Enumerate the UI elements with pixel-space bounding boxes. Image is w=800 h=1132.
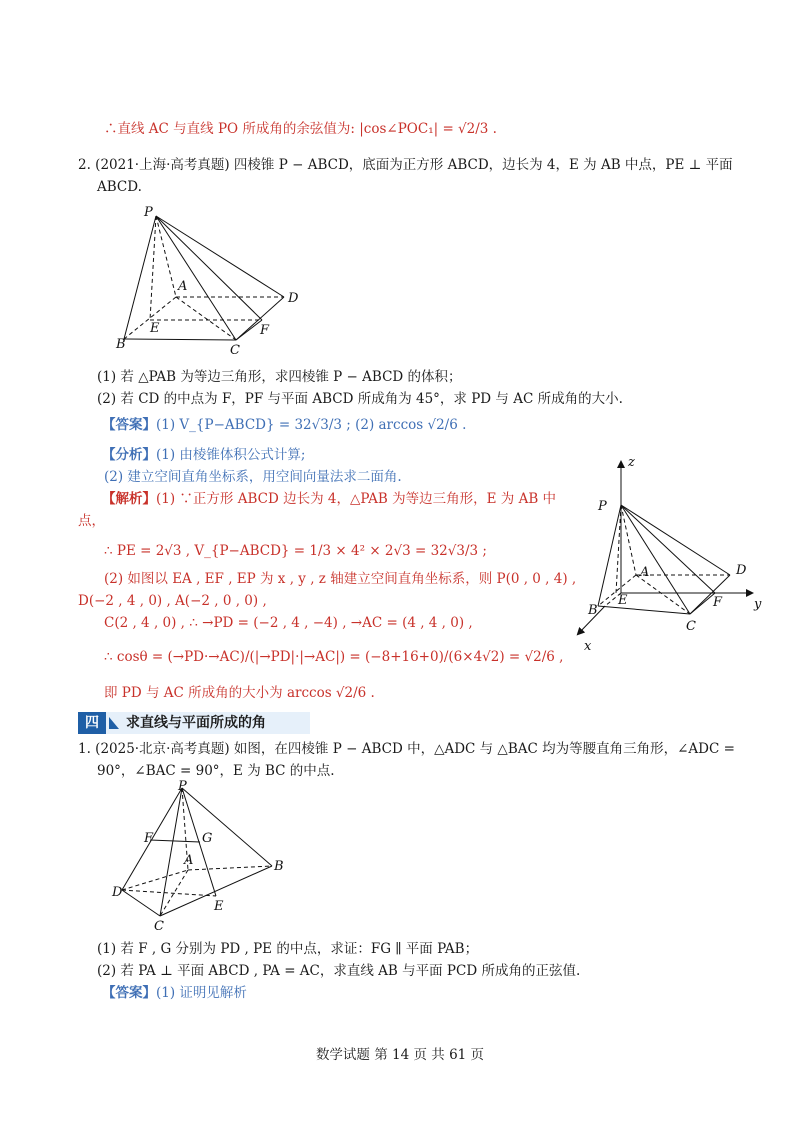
- chevron-right-icon: [108, 716, 120, 730]
- label-A-3: A: [184, 853, 194, 868]
- label-C-2: C: [686, 619, 696, 634]
- label-C: C: [230, 343, 240, 357]
- solution-line-5: D(−2 , 4 , 0) , A(−2 , 0 , 0) ,: [78, 593, 267, 609]
- analysis-line-1: (1) 由棱锥体积公式计算;: [156, 447, 306, 463]
- solution-line-2: 点，: [78, 513, 105, 529]
- problem-2-answer: [102, 416, 466, 434]
- label-B-3: B: [274, 859, 284, 874]
- answer-text-3: (1) 证明见解析: [156, 985, 247, 1001]
- solution-label: 【解析】: [102, 491, 156, 507]
- answer-label-3: 【答案】: [102, 985, 156, 1001]
- solution-line-7: ∴ cosθ = (→PD·→AC)/(|→PD|·|→AC|) = (−8+16+0)/(6×4√2) = √2/6 ,: [104, 649, 564, 665]
- answer-label: 【答案】: [102, 417, 156, 433]
- previous-conclusion: ∴直线 AC 与直线 PO 所成角的余弦值为: |cos∠POC₁| = √2/3 .: [104, 121, 497, 137]
- pyramid-figure-1: [110, 202, 310, 357]
- label-F-3: F: [144, 831, 154, 846]
- answer-text: (1) V_{P−ABCD} = 32√3/3 ; (2) arccos √2/6 .: [156, 417, 467, 433]
- axis-label-y: y: [754, 597, 762, 612]
- analysis-line-2: (2) 建立空间直角坐标系，用空间向量法求二面角.: [104, 469, 402, 485]
- label-P-3: P: [178, 780, 187, 794]
- problem-2-question-1: (1) 若 △PAB 为等边三角形，求四棱锥 P − ABCD 的体积；: [97, 369, 462, 385]
- pyramid-figure-3: [108, 780, 298, 930]
- label-D-2: D: [736, 563, 747, 578]
- coordinate-pyramid-figure: [570, 448, 770, 658]
- solution-line-8: 即 PD 与 AC 所成角的大小为 arccos √2/6 .: [104, 685, 375, 701]
- problem-2-question-2: (2) 若 CD 的中点为 F，PF 与平面 ABCD 所成角为 45°，求 PD 与 AC 所成角的大小.: [97, 391, 623, 407]
- label-D: D: [288, 291, 299, 306]
- problem-2-header-line2: ABCD.: [97, 179, 142, 195]
- analysis-label: 【分析】: [102, 447, 156, 463]
- label-B-2: B: [588, 603, 598, 618]
- axis-label-z: z: [628, 455, 635, 470]
- label-D-3: D: [112, 885, 123, 900]
- label-P: P: [144, 205, 153, 220]
- label-B: B: [116, 337, 126, 352]
- label-E-2: E: [618, 593, 628, 608]
- solution-line-3: ∴ PE = 2√3 , V_{P−ABCD} = 1/3 × 4² × 2√3 = 32√3/3 ;: [104, 543, 487, 559]
- problem-3-header-line2: 90°，∠BAC = 90°，E 为 BC 的中点.: [97, 763, 335, 779]
- solution-line-6: C(2 , 4 , 0) , ∴ →PD = (−2 , 4 , −4) , →AC = (4 , 4 , 0) ,: [104, 615, 473, 631]
- problem-2-solution-1: [102, 490, 556, 508]
- label-E-3: E: [214, 899, 224, 914]
- label-P-2: P: [598, 499, 607, 514]
- problem-3-answer: [102, 984, 247, 1002]
- solution-line-1: (1) ∵正方形 ABCD 边长为 4，△PAB 为等边三角形，E 为 AB 中: [156, 491, 557, 507]
- solution-line-4: (2) 如图以 EA , EF , EP 为 x , y , z 轴建立空间直角坐标系，则 P(0 , 0 , 4) ,: [104, 571, 577, 587]
- problem-3-header-line1: 1. (2025·北京·高考真题) 如图，在四棱锥 P − ABCD 中，△ADC 与 △BAC 均为等腰直角三角形，∠ADC =: [78, 741, 735, 757]
- label-F: F: [260, 323, 270, 338]
- label-C-3: C: [154, 919, 164, 930]
- section-number-badge: 四: [78, 712, 106, 734]
- problem-3-question-1: (1) 若 F , G 分别为 PD , PE 的中点，求证：FG ∥ 平面 PAB；: [97, 941, 479, 957]
- label-A: A: [178, 279, 188, 294]
- page-footer: 数学试题 第 14 页 共 61 页: [315, 1047, 485, 1063]
- problem-2-analysis-1: [102, 446, 305, 464]
- problem-2-header-line1: 2. (2021·上海·高考真题) 四棱锥 P − ABCD，底面为正方形 ABCD，边长为 4，E 为 AB 中点，PE ⊥ 平面: [78, 157, 733, 173]
- label-G-3: G: [202, 831, 213, 846]
- problem-3-question-2: (2) 若 PA ⊥ 平面 ABCD , PA = AC，求直线 AB 与平面 PCD 所成角的正弦值.: [97, 963, 581, 979]
- label-A-2: A: [640, 565, 650, 580]
- label-E: E: [150, 321, 160, 336]
- label-F-2: F: [713, 595, 723, 610]
- axis-label-x: x: [584, 639, 592, 654]
- section-title: 求直线与平面所成的角: [126, 715, 266, 731]
